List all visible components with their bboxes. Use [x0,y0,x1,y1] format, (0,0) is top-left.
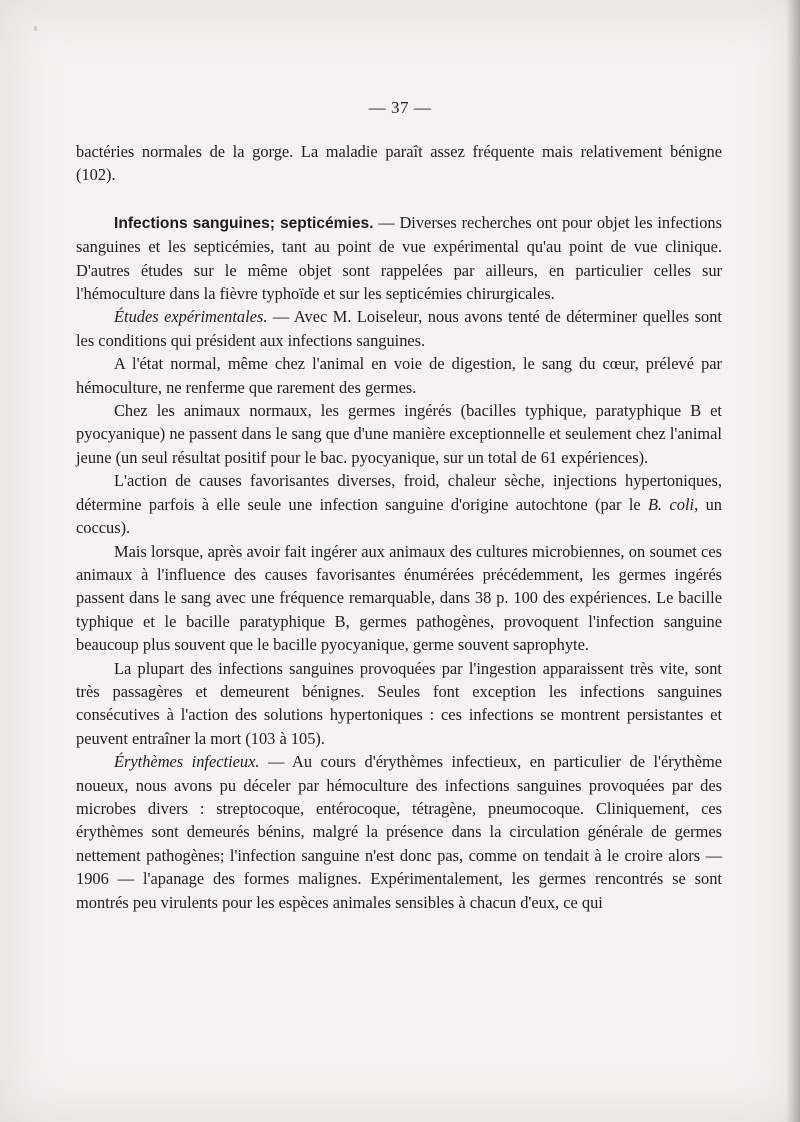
paragraph-animaux-normaux [76,399,722,469]
paragraph-text: — Au cours d'érythèmes infectieux, en particulier de l'érythème noueux, nous avons pu déceler par hémoculture des infections sanguines provoquées par des microbes divers : streptocoque, entérocoque, tétragène, pneumocoque. Cliniquement, ces érythèmes sont demeurés bénins, malgré la présence dans la circulation générale de germes nettement pathogènes; l'infection sanguine n'est donc pas, comme on tendait à le croire alors — 1906 — l'apanage des formes malignes. Expérimentalement, les germes rencontrés se sont montrés peu virulents pour les espèces animales sensibles à chacun d'eux, ce qui [76,752,722,912]
paper-speck [34,26,37,31]
paragraph-text: La plupart des infections sanguines provoquées par l'ingestion apparaissent très vite, sont très passagères et demeurent bénignes. Seules font exception les infections sanguines consécutives à l'action des solutions hypertoniques : ces infections se montrent persistantes et peuvent entraîner la mort (103 à 105). [76,658,722,748]
subsection-lead-erythemes: Érythèmes infectieux. [114,752,260,772]
paragraph-text: — Diverses recherches ont pour objet les infections sanguines et les septicémies, tant au point de vue expérimental qu'au point de vue clinique. D'autres études sur le même objet sont rappelées par ailleurs, en particulier celles sur l'hémoculture dans la fièvre typhoïde et sur les septicémies chirurgicales. [76,212,722,304]
paragraph-etat-normal [76,352,722,399]
paragraph-continuation [76,140,722,187]
paragraph-text: L'action de causes favorisantes diverses, froid, chaleur sèche, injections hypertoniques, détermine parfois à elle seule une infection sanguine d'origine autochtone (par le [76,471,722,514]
section-heading-infections: Infections sanguines; septicémies. [114,214,374,232]
paragraph-causes-favorisantes [76,469,722,539]
paragraph-etudes-experimentales [76,305,722,352]
subsection-lead-etudes: Études expérimentales. [114,307,268,327]
paragraph-text: bactéries normales de la gorge. La maladie paraît assez fréquente mais relativement bénigne (102). [76,142,722,185]
paragraph-text: Mais lorsque, après avoir fait ingérer aux animaux des cultures microbiennes, on soumet ces animaux à l'influence des causes favorisantes énumérées précédemment, les germes ingérés passent dans le sang avec une fréquence remarquable, dans 38 p. 100 des expériences. Le bacille typhique et le bacille paratyphique B, germes pathogènes, provoquent l'infection sanguine beaucoup plus souvent que le bacille pyocyanique, germe souvent saprophyte. [76,541,722,655]
paragraph-text: — Avec M. Loiseleur, nous avons tenté de déterminer quelles sont les conditions qui président aux infections sanguines. [76,307,722,350]
page-edge-shadow [786,0,800,1122]
paragraph-plupart-infections [76,657,722,751]
species-name-italic: B. coli [648,494,695,514]
page-number: — 37 — [368,98,432,117]
paragraph-text: Chez les animaux normaux, les germes ingérés (bacilles typhique, paratyphique B et pyocyanique) ne passent dans le sang que d'une manière exceptionnelle et seulement chez l'animal jeune (un seul résultat positif pour le bac. pyocyanique, sur un total de 61 expériences). [76,401,722,467]
body-text [76,140,722,914]
paragraph-text: A l'état normal, même chez l'animal en voie de digestion, le sang du cœur, prélevé par hémoculture, ne renferme que rarement des germes. [76,354,722,397]
paragraph-cultures-microbiennes [76,540,722,657]
paragraph-text: , un coccus). [76,494,722,538]
paragraph-erythemes-infectieux [76,750,722,914]
paragraph-infections-sanguines [76,211,722,306]
